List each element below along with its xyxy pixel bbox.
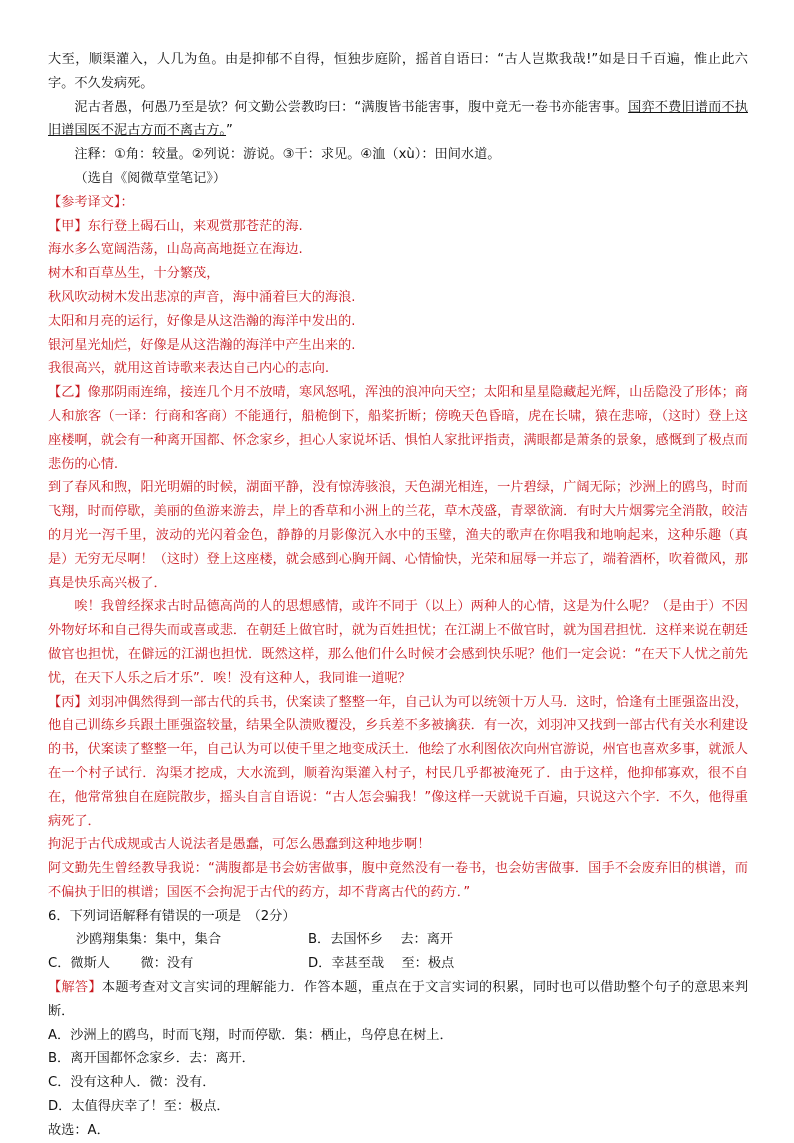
answer-tag: 【解答】 [48,980,102,996]
jia-line: 【甲】东行登上碣石山，来观赏那苍茫的海. [48,218,303,234]
yi-paragraph-2: 到了春风和煦，阳光明媚的时候，湖面平静，没有惊涛骇浪，天色湖光相连，一片碧绿，广阔无际；沙洲上的鸥鸟，时而飞翔，时而停歇，美丽的鱼游来游去，岸上的香草和小洲上的兰花，草木茂盛，青翠欲滴．有时大片烟雾完全消散，皎洁的月光一泻千里，波动的光闪着金色，静静的月影像沉入水中的玉璧，渔夫的歌声在你唱我和地响起来，这种乐趣（真是）无穷无尽啊！（这时）登上这座楼，就会感到心胸开阔、心情愉快，光荣和屈辱一并忘了，端着酒杯，吹着微风，那真是快乐高兴极了． [48,480,748,591]
option-a: 沙鸥翔集集：集中，集合 [76,932,222,948]
answer-intro: 【解答】本题考查对文言实词的理解能力．作答本题，重点在于文言实词的积累，同时也可以借助整个句子的意思来判断． [48,980,749,1019]
option-d: D．幸甚至哉 至：极点 [308,956,455,972]
question-options-row-2 [48,952,748,976]
jia-line: 太阳和月亮的运行，好像是从这浩瀚的海洋中发出的. [48,313,356,329]
bing-paragraph-2: 拘泥于古代成规或古人说法者是愚蠢，可怎么愚蠢到这种地步啊！ [48,837,431,853]
yi-paragraph-3: 唉！我曾经探求古时品德高尚的人的思想感情，或许不同于（以上）两种人的心情，这是为什么呢？（是由于）不因外物好坏和自己得失而或喜或悲．在朝廷上做官时，就为百姓担忧；在江湖上不做官时，就为国君担忧．这样来说在朝廷做官也担忧，在僻远的江湖也担忧．既然这样，那么他们什么时候才会感到快乐呢？他们一定会说：“在天下人忧之前先忧，在天下人乐之后才乐”．唉！没有这种人，我同谁一道呢？ [48,599,748,686]
answer-c: C．没有这种人．微：没有． [48,1075,216,1091]
bing-paragraph-1: 【丙】刘羽冲偶然得到一部古代的兵书，伏案读了整整一年，自己认为可以统领十万人马．这时，恰逢有土匪强盗出没，他自己训练乡兵跟土匪强盗较量，结果全队溃败覆没，乡兵差不多被擒获．有一次，刘羽冲又找到一部古代有关水利建设的书，伏案读了整整一年，自己认为可以使千里之地变成沃土．他绘了水利图依次向州官游说，州官也喜欢多事，就派人在一个村子试行．沟渠才挖成，大水流到，顺着沟渠灌入村子，村民几乎都被淹死了．由于这样，他抑郁寡欢，很不自在，他常常独自在庭院散步，摇头自言自语说：“古人怎会骗我！”像这样一天就说千百遍，只说这六个字．不久，他得重病死了． [48,694,748,829]
option-c: C．微斯人 微：没有 [48,956,194,972]
question-stem: 6．下列词语解释有错误的一项是 （2分） [48,908,296,924]
annotation-notes: 注释：①角：较量。②列说：游说。③干：求见。④洫（xù）：田间水道。 [74,147,501,163]
answer-a: A．沙洲上的鸥鸟，时而飞翔，时而停歇．集：栖止，鸟停息在树上． [48,1027,453,1043]
jia-line: 海水多么宽阔浩荡，山岛高高地挺立在海边. [48,242,303,258]
answer-conclusion: 故选：A． [48,1122,110,1138]
underlined-sentence: 国弈不费旧谱而不执旧谱国医不泥古方而不离古方。 [48,99,748,139]
option-b: B．去国怀乡 去：离开 [308,932,454,948]
jia-line: 银河星光灿烂，好像是从这浩瀚的海洋中产生出来的. [48,337,356,353]
bing-paragraph-3: 阿文勤先生曾经教导我说：“满腹都是书会妨害做事，腹中竟然没有一卷书，也会妨害做事．国手不会废弃旧的棋谱，而不偏执于旧的棋谱；国医不会拘泥于古代的药方，却不背离古代的药方．” [48,861,748,900]
reference-translation [48,191,748,905]
original-text-tail: 大至，顺渠灌入，人几为鱼。由是抑郁不自得，恒独步庭阶，摇首自语曰：“古人岂欺我哉!”如是日千百遍，惟止此六字。不久发病死。 [48,52,748,91]
answer-d: D．太值得庆幸了！至：极点． [48,1099,230,1115]
jia-line: 我很高兴，就用这首诗歌来表达自己内心的志向. [48,361,330,377]
question-options-row-1 [48,928,748,952]
answer-b: B．离开国都怀念家乡．去：离开． [48,1051,255,1067]
translation-header: 【参考译文】： [48,194,134,210]
yi-paragraph-1: 【乙】像那阴雨连绵，接连几个月不放晴，寒风怒吼，浑浊的浪冲向天空；太阳和星星隐藏起光辉，山岳隐没了形体；商人和旅客（一译：行商和客商）不能通行，船桅倒下，船桨折断；傍晚天色昏暗，虎在长啸，猿在悲啼，（这时）登上这座楼啊，就会有一种离开国都、怀念家乡，担心人家说坏话、惧怕人家批评指责，满眼都是萧条的景象，感慨到了极点而悲伤的心情. [48,385,748,472]
source-citation: （选自《阅微草堂笔记》） [74,170,227,186]
jia-line: 秋风吹动树木发出悲凉的声音，海中涌着巨大的海浪. [48,289,356,305]
jia-line: 树木和百草丛生，十分繁茂， [48,266,220,282]
original-text-para2: 泥古者愚，何愚乃至是欤？何文勤公尝教昀曰：“满腹皆书能害事，腹中竟无一卷书亦能害事。国弈不费旧谱而不执旧谱国医不泥古方而不离古方。” [48,99,748,139]
document-page [48,48,748,1143]
